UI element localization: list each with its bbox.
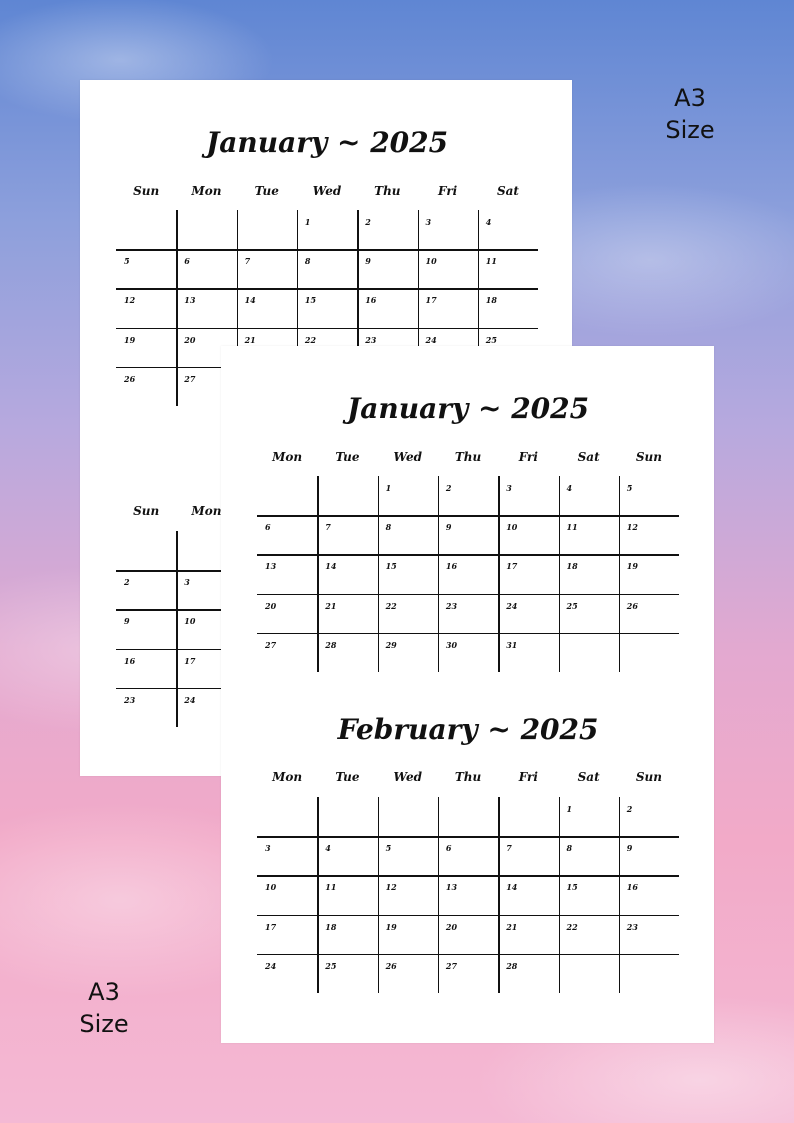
day-number: 19	[385, 921, 397, 932]
grid-line-horizontal	[116, 570, 237, 572]
day-number: 2	[124, 577, 130, 588]
front-calendar-sheet	[221, 346, 714, 1043]
day-number: 15	[385, 561, 397, 572]
day-number: 25	[485, 334, 497, 345]
day-number: 20	[445, 921, 458, 932]
day-number: 9	[365, 256, 371, 267]
day-number: 27	[445, 960, 458, 971]
weekday-header: Sun	[635, 450, 662, 464]
day-number: 11	[325, 882, 337, 893]
day-number: 24	[184, 694, 196, 705]
grid-line-horizontal	[257, 836, 679, 838]
day-number: 26	[385, 960, 397, 971]
day-number: 10	[506, 522, 518, 533]
calendar-title: February ~ 2025	[337, 713, 599, 746]
weekday-header: Wed	[393, 450, 423, 464]
day-number: 9	[124, 616, 130, 627]
day-number: 11	[566, 522, 578, 533]
day-number: 7	[325, 522, 331, 533]
day-number: 28	[506, 960, 518, 971]
grid-line-horizontal	[257, 954, 679, 956]
day-number: 24	[425, 334, 437, 345]
day-number: 23	[626, 921, 638, 932]
day-number: 23	[124, 694, 136, 705]
day-number: 11	[485, 256, 497, 267]
grid-line-horizontal	[116, 288, 538, 290]
day-number: 8	[304, 256, 311, 267]
grid-line-horizontal	[116, 649, 237, 651]
day-number: 22	[566, 921, 578, 932]
day-number: 20	[184, 334, 196, 345]
weekday-header: Thu	[454, 450, 482, 464]
calendar-title: January ~ 2025	[346, 392, 590, 425]
day-number: 8	[566, 843, 573, 854]
weekday-header: Mon	[272, 450, 303, 464]
day-number: 17	[265, 921, 277, 932]
day-number: 19	[626, 561, 638, 572]
day-number: 22	[385, 600, 397, 611]
weekday-header: Wed	[393, 770, 423, 784]
day-number: 14	[244, 295, 256, 306]
day-number: 21	[506, 921, 518, 932]
grid-line-vertical	[176, 531, 178, 727]
grid-line-vertical	[378, 797, 380, 993]
day-number: 3	[506, 483, 512, 493]
day-number: 28	[325, 639, 337, 650]
day-number: 24	[265, 960, 277, 971]
size-label-a3: A3	[88, 978, 120, 1006]
grid-line-vertical	[619, 476, 621, 672]
day-number: 9	[445, 522, 452, 533]
day-number: 23	[445, 600, 458, 611]
grid-line-vertical	[317, 476, 319, 672]
day-number: 4	[325, 843, 331, 854]
day-number: 27	[184, 373, 196, 384]
day-number: 3	[265, 843, 271, 854]
grid-line-vertical	[559, 476, 561, 672]
day-number: 10	[184, 616, 196, 627]
day-number: 7	[506, 843, 512, 854]
day-number: 24	[506, 600, 518, 611]
day-number: 10	[425, 256, 437, 267]
day-number: 6	[445, 843, 452, 854]
size-label-top	[650, 82, 730, 146]
day-number: 9	[626, 843, 633, 854]
day-number: 21	[244, 334, 256, 345]
day-number: 17	[425, 295, 437, 306]
grid-line-horizontal	[116, 249, 538, 251]
grid-line-vertical	[438, 476, 440, 672]
day-number: 22	[304, 334, 317, 345]
day-number: 31	[506, 639, 518, 650]
day-number: 13	[265, 561, 277, 572]
weekday-header: Sun	[133, 504, 160, 518]
weekday-header: Fri	[438, 184, 458, 198]
day-number: 1	[304, 217, 311, 227]
day-number: 4	[485, 217, 492, 227]
day-number: 16	[365, 295, 377, 306]
day-number: 13	[184, 295, 196, 306]
size-label-size: Size	[665, 116, 715, 144]
grid-line-vertical	[559, 797, 561, 993]
day-number: 2	[626, 804, 633, 814]
grid-line-horizontal	[257, 633, 679, 635]
day-number: 23	[365, 334, 377, 345]
day-number: 18	[325, 921, 337, 932]
size-label-a3: A3	[674, 84, 706, 112]
weekday-header: Sat	[577, 450, 600, 464]
day-number: 16	[626, 882, 638, 893]
day-number: 25	[566, 600, 578, 611]
weekday-header: Thu	[374, 184, 401, 198]
weekday-header: Mon	[191, 184, 222, 198]
day-number: 2	[365, 217, 371, 227]
weekday-header: Tue	[335, 450, 360, 464]
grid-line-vertical	[498, 476, 500, 672]
day-number: 6	[265, 522, 271, 533]
grid-line-horizontal	[257, 515, 679, 517]
weekday-header: Fri	[518, 450, 538, 464]
day-number: 17	[184, 655, 196, 666]
calendar-title: January ~ 2025	[205, 126, 449, 159]
day-number: 12	[626, 522, 638, 533]
day-number: 15	[566, 882, 578, 893]
weekday-header: Sat	[577, 770, 600, 784]
day-number: 6	[184, 256, 190, 267]
weekday-header: Mon	[191, 504, 222, 518]
day-number: 12	[124, 295, 136, 306]
grid-line-vertical	[619, 797, 621, 993]
weekday-header: Wed	[312, 184, 342, 198]
day-number: 18	[485, 295, 497, 306]
grid-line-horizontal	[257, 554, 679, 556]
day-number: 8	[385, 522, 392, 533]
day-number: 21	[325, 600, 337, 611]
grid-line-horizontal	[116, 688, 237, 690]
grid-line-horizontal	[116, 328, 538, 330]
day-number: 10	[265, 882, 277, 893]
weekday-header: Tue	[254, 184, 279, 198]
weekday-header: Thu	[454, 770, 482, 784]
weekday-header: Tue	[335, 770, 360, 784]
day-number: 2	[445, 483, 452, 493]
day-number: 27	[265, 639, 277, 650]
size-label-size: Size	[79, 1010, 129, 1038]
day-number: 17	[506, 561, 518, 572]
day-number: 15	[304, 295, 317, 306]
day-number: 5	[124, 256, 130, 267]
day-number: 16	[445, 561, 458, 572]
day-number: 25	[325, 960, 337, 971]
day-number: 20	[265, 600, 277, 611]
day-number: 30	[445, 639, 458, 650]
day-number: 5	[626, 483, 633, 493]
grid-line-vertical	[498, 797, 500, 993]
grid-line-horizontal	[257, 594, 679, 596]
weekday-header: Fri	[518, 770, 538, 784]
day-number: 19	[124, 334, 136, 345]
day-number: 14	[506, 882, 518, 893]
day-number: 26	[124, 373, 136, 384]
day-number: 14	[325, 561, 337, 572]
day-number: 12	[385, 882, 397, 893]
day-number: 5	[385, 843, 392, 854]
day-number: 3	[425, 217, 432, 227]
day-number: 18	[566, 561, 578, 572]
day-number: 26	[626, 600, 638, 611]
grid-line-vertical	[317, 797, 319, 993]
day-number: 3	[184, 577, 190, 588]
weekday-header: Sun	[133, 184, 160, 198]
day-number: 16	[124, 655, 136, 666]
day-number: 1	[385, 483, 392, 493]
grid-line-horizontal	[257, 875, 679, 877]
day-number: 7	[244, 256, 251, 267]
grid-line-vertical	[438, 797, 440, 993]
grid-line-vertical	[378, 476, 380, 672]
day-number: 1	[566, 804, 573, 814]
day-number: 29	[385, 639, 397, 650]
grid-line-horizontal	[257, 915, 679, 917]
weekday-header: Sat	[496, 184, 519, 198]
weekday-header: Mon	[272, 770, 303, 784]
day-number: 13	[445, 882, 458, 893]
grid-line-horizontal	[116, 609, 237, 611]
weekday-header: Sun	[635, 770, 662, 784]
day-number: 4	[566, 483, 573, 493]
grid-line-vertical	[176, 210, 178, 406]
size-label-bottom	[64, 976, 144, 1040]
